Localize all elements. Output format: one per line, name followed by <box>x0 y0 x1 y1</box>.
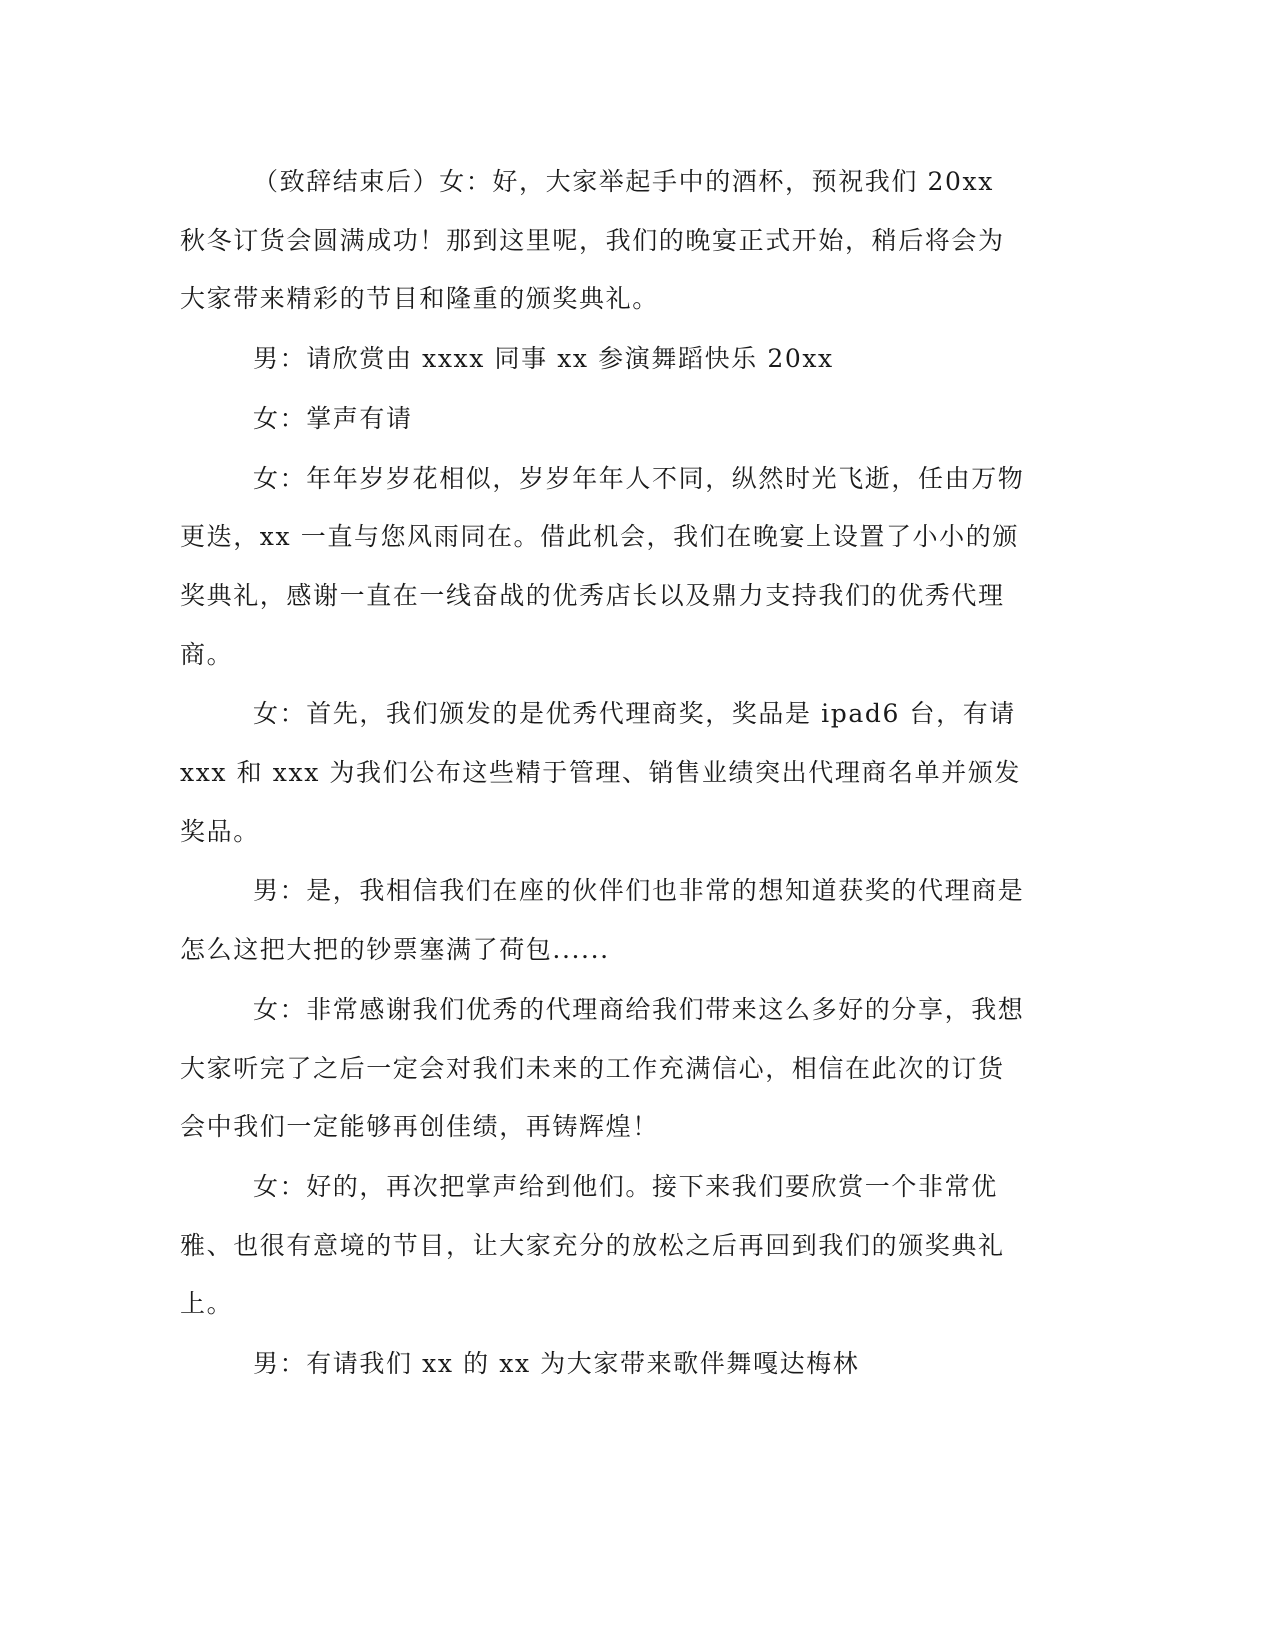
document-body <box>180 153 1030 1395</box>
paragraph-toast: （致辞结束后）女：好，大家举起手中的酒杯，预祝我们 20xx 秋冬订货会圆满成功！那到这里呢，我们的晚宴正式开始，稍后将会为大家带来精彩的节目和隆重的颁奖典礼。 <box>180 167 1005 314</box>
paragraph-dance-intro: 男：请欣赏由 xxxx 同事 xx 参演舞蹈快乐 20xx <box>253 344 834 374</box>
paragraph-thanks: 女：非常感谢我们优秀的代理商给我们带来这么多好的分享，我想大家听完了之后一定会对我们未来的工作充满信心，相信在此次的订货会中我们一定能够再创佳绩，再铸辉煌！ <box>180 994 1025 1142</box>
paragraph-next-show: 女：好的，再次把掌声给到他们。接下来我们要欣赏一个非常优雅、也很有意境的节目，让大家充分的放松之后再回到我们的颁奖典礼上。 <box>180 1171 1005 1319</box>
paragraph-song-dance: 男：有请我们 xx 的 xx 为大家带来歌伴舞嘎达梅林 <box>253 1349 860 1379</box>
paragraph-applause: 女：掌声有请 <box>253 403 413 433</box>
paragraph-award-intro: 女：年年岁岁花相似，岁岁年年人不同，纵然时光飞逝，任由万物更迭，xx 一直与您风雨同在。借此机会，我们在晚宴上设置了小小的颁奖典礼，感谢一直在一线奋战的优秀店长以及鼎力支持我们的优秀代理商。 <box>180 463 1025 669</box>
paragraph-male-response: 男：是，我相信我们在座的伙伴们也非常的想知道获奖的代理商是怎么这把大把的钞票塞满了荷包...... <box>180 876 1025 965</box>
paragraph-agent-award: 女：首先，我们颁发的是优秀代理商奖，奖品是 ipad6 台，有请 xxx 和 xxx 为我们公布这些精于管理、销售业绩突出代理商名单并颁发奖品。 <box>180 699 1022 846</box>
